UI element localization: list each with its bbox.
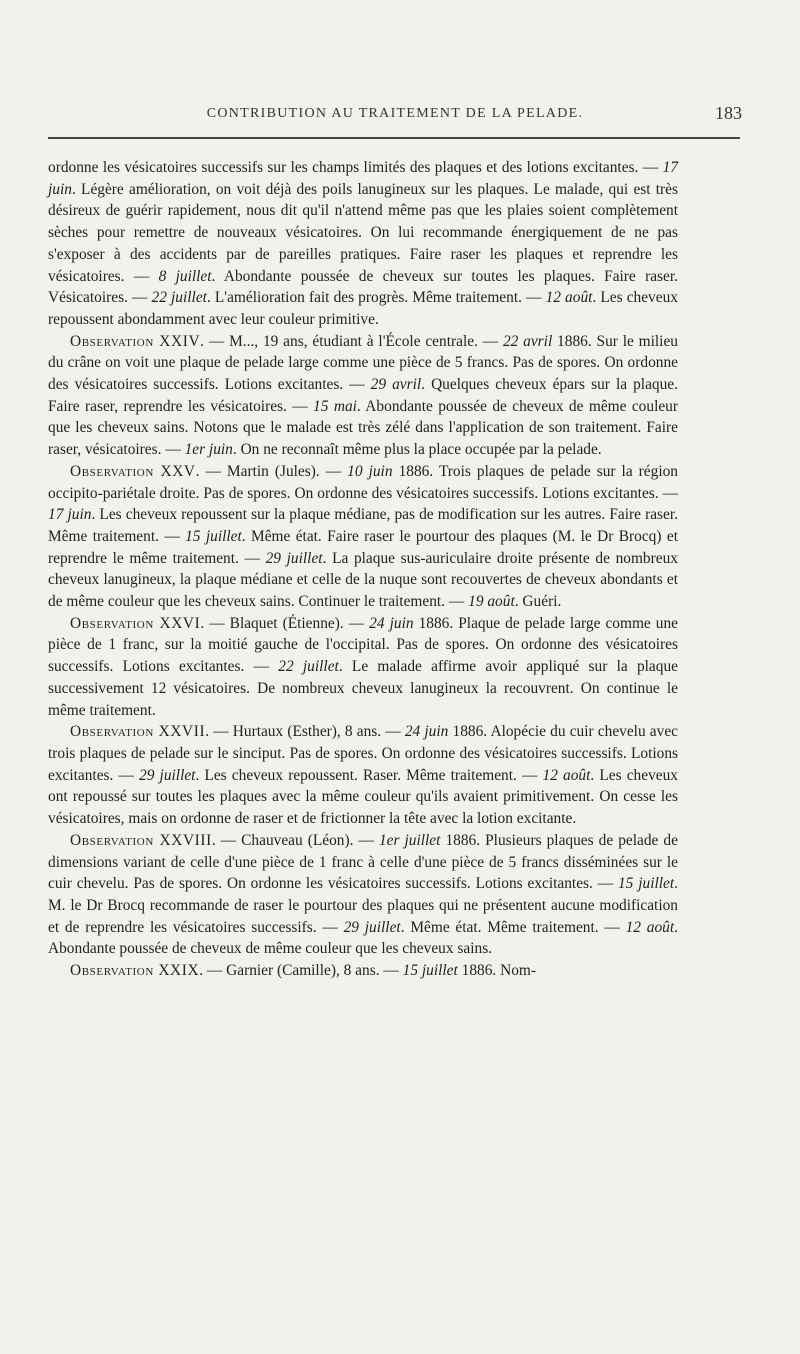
date-italic: 1er juillet (378, 831, 441, 849)
text-run: . — M..., 19 ans, étudiant à l'École centrale. — (200, 332, 503, 350)
observation-paragraph (48, 613, 678, 722)
text-run: . — Hurtaux (Esther), 8 ans. — (205, 723, 405, 741)
observation-paragraph (48, 830, 678, 960)
date-italic: 1er juin (184, 441, 233, 459)
text-run: . On ne reconnaît même plus la place occupée par la pelade. (232, 441, 602, 459)
text-run: . Les cheveux repoussent abondamment avec leur couleur primitive. (48, 289, 678, 328)
page-number: 183 (715, 103, 742, 123)
text-run: . Même état. Même traitement. — (400, 918, 626, 936)
observation-heading: Observation XXIV (70, 332, 201, 350)
date-italic: 12 août (545, 289, 593, 307)
observation-heading: Observation XXV (70, 462, 196, 480)
observation-heading: Observation XXIX (70, 962, 200, 980)
text-run: . Même état. Faire raser le pourtour des plaques (M. le Dr Brocq) et reprendre le même traitement. — (48, 527, 678, 567)
body-text (48, 157, 678, 982)
date-italic: 29 juillet (139, 766, 196, 784)
date-italic: 8 juillet (158, 267, 212, 285)
observation-heading: Observation XXVIII (70, 831, 212, 849)
date-italic: 15 juillet (617, 875, 675, 893)
date-italic: 29 juillet (343, 918, 401, 936)
date-italic: 15 juillet (402, 962, 458, 980)
observation-paragraph (48, 721, 678, 830)
text-run: . Quelques cheveux épars sur la plaque. Faire raser, reprendre les vésicatoires. — (48, 376, 678, 415)
date-italic: 24 juin (369, 614, 414, 632)
text-run: . — Chauveau (Léon). — (211, 831, 379, 849)
date-italic: 24 juin (404, 723, 449, 741)
text-run: 1886. Plusieurs plaques de pelade de dimensions variant de celle d'une pièce de 1 franc à celle d'une pièce de 5 francs disséminées sur le cuir chevelu. Pas de spores. On ordonne les vésicatoires successifs. Lotions excitantes. — (48, 831, 678, 893)
date-italic: 10 juin (347, 462, 393, 480)
observation-paragraph (48, 960, 678, 982)
observation-paragraph (48, 461, 678, 613)
paragraph-continuation (48, 157, 678, 331)
observation-heading: Observation XXVII (70, 723, 206, 741)
date-italic: 29 avril (370, 376, 422, 394)
text-run: . Les cheveux repoussent. Raser. Même traitement. — (195, 766, 543, 784)
date-italic: 17 juin (48, 506, 92, 524)
text-run: . Abondante poussée de cheveux sur toutes les plaques. Faire raser. Vésicatoires. — (48, 267, 678, 307)
observation-heading: Observation XXVI (70, 614, 201, 632)
text-run: 1886. Sur le milieu du crâne on voit une plaque de pelade large comme une pièce de 5 francs. Pas de spores. On ordonne des vésicatoires successifs. Lotions excitantes. — (48, 332, 678, 394)
running-title: CONTRIBUTION AU TRAITEMENT DE LA PELADE. (206, 106, 584, 121)
date-italic: 22 juillet (278, 658, 339, 676)
text-run: . Abondante poussée de cheveux de même couleur que les cheveux sains. (48, 918, 678, 958)
date-italic: 29 juillet (265, 549, 323, 567)
header-rule (48, 137, 740, 139)
text-run: 1886. Alopécie du cuir chevelu avec trois plaques de pelade sur le sinciput. Pas de spores. On ordonne des vésicatoires successifs. Lotions excitantes. — (48, 723, 678, 784)
text-run: . Guéri. (514, 593, 562, 611)
observation-paragraph (48, 331, 678, 461)
date-italic: 22 avril (502, 332, 553, 350)
date-italic: 12 août (542, 766, 591, 784)
text-run: . — Blaquet (Étienne). — (200, 614, 370, 632)
text-run: . Les cheveux repoussent sur la plaque médiane, pas de modification sur les autres. Faire raser. Même traitement. — (48, 506, 678, 545)
text-run: 1886. Plaque de pelade large comme une pièce de 1 franc, sur la moitié gauche de l'occipital. Pas de spores. On ordonne des vésicatoires successifs. Lotions excitantes. — (48, 614, 679, 676)
text-run: . Légère amélioration, on voit déjà des poils lanugineux sur les plaques. Le malade, qui est très désireux de guérir rapidement, nous dit qu'il n'attend même pas que les plaies soient complètement sèches pour remettre de nouveaux vésicatoires. On lui recommande énergiquement de ne pas s'exposer à des accidents par de pareilles pratiques. Faire raser les plaques et reprendre les vésicatoires. — (48, 180, 678, 285)
text-run: . — Garnier (Camille), 8 ans. — (199, 962, 403, 980)
text-run: . Les cheveux ont repoussé sur toutes les plaques avec la même couleur qu'ils avaient primitivement. On cesse les vésicatoires, mais on ordonne de raser et de frictionner la tête avec la lotion excitante. (48, 766, 678, 828)
text-run: 1886. Trois plaques de pelade sur la région occipito-pariétale droite. Pas de spores. On ordonne des vésicatoires successifs. Lotions excitantes. — (48, 462, 678, 502)
text-run: . L'amélioration fait des progrès. Même traitement. — (206, 289, 546, 307)
page-header (48, 103, 742, 130)
text-run: 1886. Nom- (457, 962, 537, 980)
date-italic: 19 août (468, 593, 515, 611)
date-italic: 22 juillet (151, 289, 207, 307)
date-italic: 15 mai (313, 397, 357, 415)
date-italic: 12 août (625, 918, 675, 936)
text-run: . M. le Dr Brocq recommande de raser le pourtour des plaques qui ne présentent aucune modification et de reprendre les vésicatoires successifs. — (48, 875, 678, 936)
text-run: . Abondante poussée de cheveux de même couleur que les cheveux sains. Notons que le malade est très zélé dans l'application de son traitement. Faire raser, vésicatoires. — (48, 397, 678, 459)
text-run: ordonne les vésicatoires successifs sur les champs limités des plaques et des lotions excitantes. — (48, 159, 663, 176)
date-italic: 17 juin (48, 159, 678, 198)
text-run: . La plaque sus-auriculaire droite présente de nombreux cheveux lanugineux, la plaque médiane et celle de la nuque sont recouvertes de cheveux abondants et de même couleur que les cheveux sains. Continuer le traitement. — (48, 549, 678, 611)
text-run: . Le malade affirme avoir appliqué sur la plaque successivement 12 vésicatoires. De nombreux cheveux lanugineux la recouvrent. On continue le même traitement. (48, 658, 678, 719)
date-italic: 15 juillet (185, 527, 242, 545)
text-run: . — Martin (Jules). — (195, 462, 348, 480)
